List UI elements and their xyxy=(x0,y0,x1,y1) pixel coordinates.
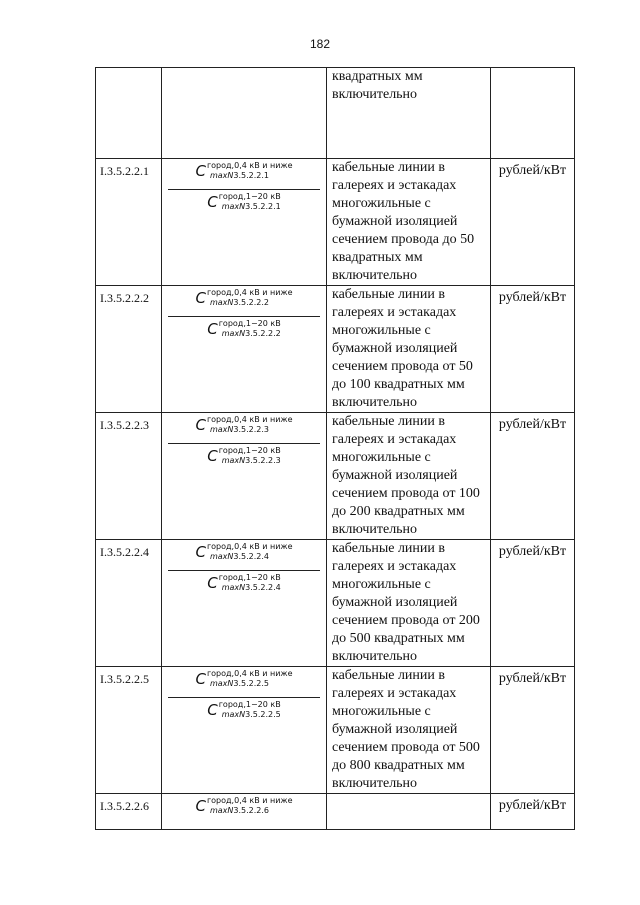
formula-superscript: город,0,4 кВ и ниже xyxy=(206,288,293,297)
formula-superscript: город,1−20 кВ xyxy=(218,319,281,328)
formula-base: C xyxy=(207,193,218,211)
tariff-formula xyxy=(195,415,292,435)
formula-subscript-number: 3.5.2.2.5 xyxy=(233,679,269,688)
formula-subscript xyxy=(210,552,293,562)
page-number: 182 xyxy=(309,37,331,51)
code-cell: I.3.5.2.2.2 xyxy=(96,286,162,413)
tariff-formula xyxy=(207,700,281,720)
table-row xyxy=(96,794,575,830)
formula-city-low-voltage xyxy=(162,159,326,189)
formula-subscript-prefix: maxN xyxy=(221,202,246,211)
description-cell: кабельные линии в галереях и эстакадах многожильные с бумажной изоляцией сечением провода от 500 до 800 квадратных мм включительно xyxy=(327,667,491,794)
formula-city-medium-voltage xyxy=(168,189,320,219)
formula-city-medium-voltage xyxy=(168,443,320,473)
formula-base: C xyxy=(195,797,206,815)
formula-subscript xyxy=(222,583,281,593)
formula-subscript xyxy=(222,202,281,212)
tariff-formula xyxy=(195,161,292,181)
formula-cell xyxy=(162,68,327,159)
formula-city-low-voltage xyxy=(162,286,326,316)
formula-city-low-voltage xyxy=(162,667,326,697)
formula-subscript-number: 3.5.2.2.3 xyxy=(233,425,269,434)
formula-subscript xyxy=(210,171,293,181)
table-row xyxy=(96,286,575,413)
unit-cell: рублей/кВт xyxy=(491,667,575,794)
formula-subscript xyxy=(222,710,281,720)
formula-city-low-voltage xyxy=(162,413,326,443)
formula-superscript: город,1−20 кВ xyxy=(218,192,281,201)
rates-table xyxy=(95,67,575,830)
formula-superscript: город,1−20 кВ xyxy=(218,446,281,455)
tariff-formula xyxy=(195,669,292,689)
formula-superscript: город,1−20 кВ xyxy=(218,700,281,709)
unit-cell: рублей/кВт xyxy=(491,286,575,413)
formula-base: C xyxy=(195,162,206,180)
formula-subscript-number: 3.5.2.2.4 xyxy=(233,552,269,561)
formula-subscript-prefix: maxN xyxy=(209,298,234,307)
description-cell: кабельные линии в галереях и эстакадах многожильные с бумажной изоляцией сечением провода от 200 до 500 квадратных мм включительно xyxy=(327,540,491,667)
formula-superscript: город,0,4 кВ и ниже xyxy=(206,415,293,424)
formula-subscript xyxy=(210,806,293,816)
unit-cell: рублей/кВт xyxy=(491,794,575,830)
formula-cell xyxy=(162,667,327,794)
formula-cell xyxy=(162,794,327,830)
formula-subscript-number: 3.5.2.2.1 xyxy=(233,171,269,180)
formula-subscript xyxy=(210,425,293,435)
table-row xyxy=(96,413,575,540)
description-cell: кабельные линии в галереях и эстакадах многожильные с бумажной изоляцией сечением провода до 50 квадратных мм включительно xyxy=(327,159,491,286)
code-cell: I.3.5.2.2.6 xyxy=(96,794,162,830)
unit-cell: рублей/кВт xyxy=(491,159,575,286)
code-cell xyxy=(96,68,162,159)
table-row xyxy=(96,667,575,794)
formula-city-low-voltage xyxy=(162,540,326,570)
formula-superscript: город,0,4 кВ и ниже xyxy=(206,796,293,805)
table-row xyxy=(96,159,575,286)
description-cell: кабельные линии в галереях и эстакадах многожильные с бумажной изоляцией сечением провода от 100 до 200 квадратных мм включительно xyxy=(327,413,491,540)
formula-base: C xyxy=(195,670,206,688)
formula-cell xyxy=(162,540,327,667)
formula-cell xyxy=(162,413,327,540)
formula-subscript xyxy=(222,329,281,339)
formula-superscript: город,0,4 кВ и ниже xyxy=(206,161,293,170)
formula-subscript xyxy=(210,298,293,308)
formula-subscript-number: 3.5.2.2.1 xyxy=(245,202,281,211)
table-row-continuation xyxy=(96,68,575,159)
unit-cell xyxy=(491,68,575,159)
tariff-formula xyxy=(195,288,292,308)
tariff-formula xyxy=(207,319,281,339)
formula-subscript-prefix: maxN xyxy=(221,456,246,465)
unit-cell: рублей/кВт xyxy=(491,540,575,667)
formula-base: C xyxy=(195,543,206,561)
formula-subscript-number: 3.5.2.2.2 xyxy=(233,298,269,307)
formula-subscript-number: 3.5.2.2.5 xyxy=(245,710,281,719)
formula-base: C xyxy=(195,289,206,307)
description-cell: квадратных мм включительно xyxy=(327,68,491,159)
tariff-formula xyxy=(207,192,281,212)
formula-superscript: город,0,4 кВ и ниже xyxy=(206,542,293,551)
formula-base: C xyxy=(195,416,206,434)
formula-base: C xyxy=(207,574,218,592)
formula-city-medium-voltage xyxy=(168,316,320,346)
formula-cell xyxy=(162,286,327,413)
formula-city-medium-voltage xyxy=(168,697,320,727)
code-cell: I.3.5.2.2.4 xyxy=(96,540,162,667)
tariff-formula xyxy=(207,573,281,593)
formula-subscript xyxy=(222,456,281,466)
tariff-formula xyxy=(195,796,292,816)
code-cell: I.3.5.2.2.5 xyxy=(96,667,162,794)
formula-subscript-number: 3.5.2.2.2 xyxy=(245,329,281,338)
formula-subscript-prefix: maxN xyxy=(221,329,246,338)
formula-subscript-prefix: maxN xyxy=(209,679,234,688)
tariff-formula xyxy=(195,542,292,562)
formula-subscript-prefix: maxN xyxy=(209,806,234,815)
formula-subscript xyxy=(210,679,293,689)
description-cell xyxy=(327,794,491,830)
formula-subscript-prefix: maxN xyxy=(221,583,246,592)
formula-city-medium-voltage xyxy=(168,570,320,600)
unit-cell: рублей/кВт xyxy=(491,413,575,540)
formula-city-low-voltage xyxy=(162,794,326,824)
formula-base: C xyxy=(207,320,218,338)
formula-base: C xyxy=(207,701,218,719)
formula-subscript-number: 3.5.2.2.4 xyxy=(245,583,281,592)
formula-base: C xyxy=(207,447,218,465)
formula-subscript-prefix: maxN xyxy=(209,552,234,561)
code-cell: I.3.5.2.2.1 xyxy=(96,159,162,286)
formula-subscript-number: 3.5.2.2.3 xyxy=(245,456,281,465)
formula-superscript: город,0,4 кВ и ниже xyxy=(206,669,293,678)
table-row xyxy=(96,540,575,667)
code-cell: I.3.5.2.2.3 xyxy=(96,413,162,540)
description-cell: кабельные линии в галереях и эстакадах многожильные с бумажной изоляцией сечением провода от 50 до 100 квадратных мм включительно xyxy=(327,286,491,413)
formula-superscript: город,1−20 кВ xyxy=(218,573,281,582)
formula-subscript-prefix: maxN xyxy=(209,425,234,434)
formula-cell xyxy=(162,159,327,286)
tariff-formula xyxy=(207,446,281,466)
formula-subscript-prefix: maxN xyxy=(221,710,246,719)
formula-subscript-prefix: maxN xyxy=(209,171,234,180)
formula-subscript-number: 3.5.2.2.6 xyxy=(233,806,269,815)
